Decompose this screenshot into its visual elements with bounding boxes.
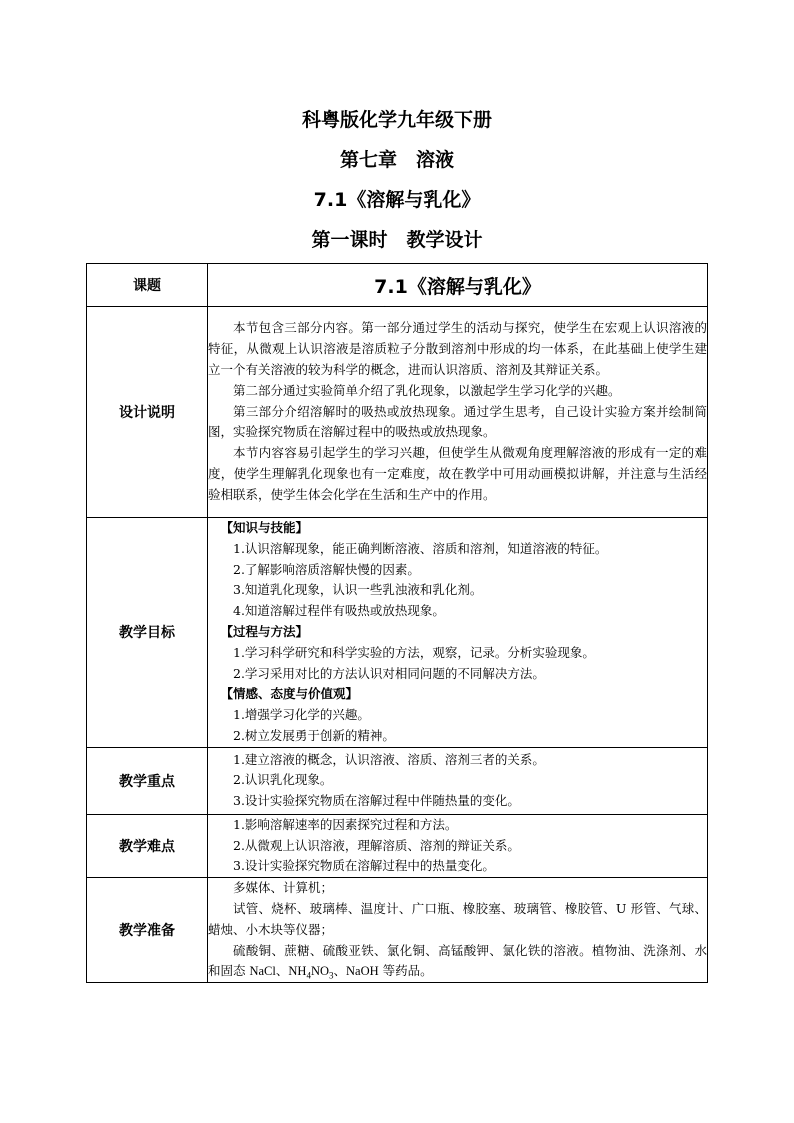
design-content bbox=[208, 307, 708, 518]
knowledge-item: 4.知道溶解过程伴有吸热或放热现象。 bbox=[233, 603, 445, 619]
knowledge-item: 3.知道乳化现象，认识一些乳浊液和乳化剂。 bbox=[233, 582, 483, 598]
design-label: 设计说明 bbox=[87, 307, 208, 518]
nacl-formula: NaCl bbox=[249, 964, 276, 979]
key-points-row bbox=[87, 747, 708, 814]
preparation-reagents bbox=[208, 941, 707, 983]
design-paragraph-2: 第二部分通过实验简单介绍了乳化现象，以激起学生学习化学的兴趣。 bbox=[233, 382, 621, 398]
knowledge-heading: 【知识与技能】 bbox=[220, 520, 309, 535]
difficulty-item: 3.设计实验探究物质在溶解过程中的热量变化。 bbox=[233, 858, 495, 874]
separator: 、 bbox=[275, 963, 289, 979]
session-title: 第一课时 教学设计 bbox=[311, 229, 483, 251]
process-item: 1.学习科学研究和科学实验的方法，观察，记录。分析实验现象。 bbox=[233, 644, 595, 660]
emotion-item: 1.增强学习化学的兴趣。 bbox=[233, 707, 370, 723]
difficulties-content bbox=[208, 814, 708, 877]
difficulty-item: 2.从微观上认识溶液，理解溶质、溶剂的辩证关系。 bbox=[233, 837, 520, 853]
reagents-tail: 等药品。 bbox=[378, 963, 433, 979]
emotion-item: 2.树立发展勇于创新的精神。 bbox=[233, 727, 395, 743]
key-points-content bbox=[208, 747, 708, 814]
key-point-item: 1.建立溶液的概念，认识溶液、溶质、溶剂三者的关系。 bbox=[233, 751, 545, 767]
chapter-title: 第七章 溶液 bbox=[339, 149, 454, 171]
process-item: 2.学习采用对比的方法认识对相同问题的不同解决方法。 bbox=[233, 665, 545, 681]
lesson-plan-table bbox=[86, 263, 708, 983]
goals-row bbox=[87, 518, 708, 748]
naoh-formula: NaOH bbox=[346, 964, 379, 979]
difficulty-item: 1.影响溶解速率的因素探究过程和方法。 bbox=[233, 816, 458, 832]
lesson-title: 7.1《溶解与乳化》 bbox=[313, 189, 481, 211]
difficulties-label: 教学难点 bbox=[87, 814, 208, 877]
preparation-label: 教学准备 bbox=[87, 878, 208, 983]
design-row bbox=[87, 307, 708, 518]
difficulties-row bbox=[87, 814, 708, 877]
preparation-instruments: 试管、烧杯、玻璃棒、温度计、广口瓶、橡胶塞、玻璃管、橡胶管、U 形管、气球、蜡烛、小木块等仪器； bbox=[208, 900, 707, 937]
topic-value: 7.1《溶解与乳化》 bbox=[208, 264, 708, 307]
topic-label: 课题 bbox=[87, 264, 208, 307]
key-point-item: 3.设计实验探究物质在溶解过程中伴随热量的变化。 bbox=[233, 793, 520, 809]
preparation-content bbox=[208, 878, 708, 983]
preparation-media: 多媒体、计算机； bbox=[233, 880, 334, 896]
preparation-row bbox=[87, 878, 708, 983]
design-paragraph-1: 本节包含三部分内容。第一部分通过学生的活动与探究，使学生在宏观上认识溶液的特征，从微观上认识溶液是溶质粒子分散到溶剂中形成的均一体系，在此基础上使学生建立一个有关溶液的较为科学的概念，进而认识溶质、溶剂及其辩证关系。 bbox=[208, 320, 707, 377]
knowledge-item: 1.认识溶解现象，能正确判断溶液、溶质和溶剂，知道溶液的特征。 bbox=[233, 540, 608, 556]
reagents-text: 硫酸铜、蔗糖、硫酸亚铁、氯化铜、高锰酸钾、氯化铁的溶液。植物油、洗涤剂、水和固态 bbox=[208, 942, 707, 979]
topic-row bbox=[87, 264, 708, 307]
process-heading: 【过程与方法】 bbox=[220, 623, 309, 639]
design-paragraph-4: 本节内容容易引起学生的学习兴趣，但使学生从微观角度理解溶液的形成有一定的难度，使学生理解乳化现象也有一定难度，故在教学中可用动画模拟讲解，并注意与生活经验相联系，使学生体会化学在生活和生产中的作用。 bbox=[208, 445, 707, 502]
book-title: 科粤版化学九年级下册 bbox=[301, 109, 492, 131]
document-title-block bbox=[0, 100, 794, 260]
key-points-label: 教学重点 bbox=[87, 747, 208, 814]
key-point-item: 2.认识乳化现象。 bbox=[233, 772, 333, 788]
nh4no3-formula: $NH_4NO_3$ bbox=[288, 964, 334, 981]
emotion-heading: 【情感、态度与价值观】 bbox=[220, 686, 359, 702]
separator: 、 bbox=[333, 963, 347, 979]
goals-content bbox=[208, 518, 708, 748]
design-paragraph-3: 第三部分介绍溶解时的吸热或放热现象。通过学生思考，自己设计实验方案并绘制简图，实验探究物质在溶解过程中的吸热或放热现象。 bbox=[208, 403, 707, 440]
knowledge-item: 2.了解影响溶质溶解快慢的因素。 bbox=[233, 561, 420, 577]
goals-label: 教学目标 bbox=[87, 518, 208, 748]
